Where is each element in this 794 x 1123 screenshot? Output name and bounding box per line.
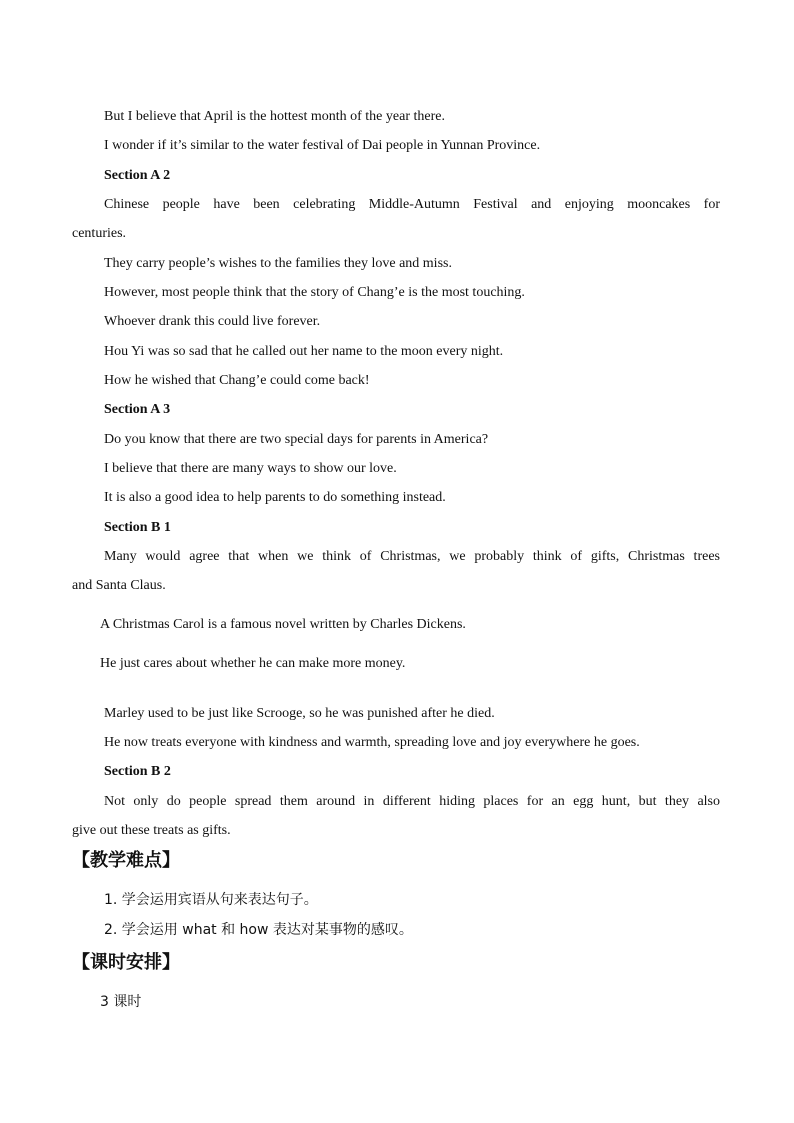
difficulty-item: 1. 学会运用宾语从句来表达句子。 — [104, 892, 318, 908]
sentence-line: A Christmas Carol is a famous novel written by Charles Dickens. — [100, 617, 466, 632]
sentence-line: Marley used to be just like Scrooge, so he was punished after he died. — [104, 706, 495, 721]
section-a3-heading: Section A 3 — [104, 402, 171, 417]
sentence-line: Whoever drank this could live forever. — [104, 314, 321, 329]
paragraph-line: and Santa Claus. — [72, 578, 166, 593]
paragraph-line: Not only do people spread them around in different hiding places for an egg hunt, but they also — [104, 794, 720, 809]
schedule-heading: 【课时安排】 — [72, 952, 180, 973]
paragraph-line: Many would agree that when we think of Christmas, we probably think of gifts, Christmas trees — [104, 549, 720, 564]
sentence-line: He just cares about whether he can make more money. — [100, 656, 406, 671]
sentence-line: He now treats everyone with kindness and warmth, spreading love and joy everywhere he goes. — [104, 735, 640, 750]
section-b1-heading: Section B 1 — [104, 520, 171, 535]
sentence-line: However, most people think that the story of Chang’e is the most touching. — [104, 285, 525, 300]
paragraph-line: centuries. — [72, 226, 127, 241]
sentence-line: But I believe that April is the hottest month of the year there. — [104, 109, 445, 124]
sentence-line: I believe that there are many ways to show our love. — [104, 461, 397, 476]
schedule-value: 3 课时 — [100, 994, 142, 1010]
paragraph-line: give out these treats as gifts. — [72, 823, 231, 838]
sentence-line: They carry people’s wishes to the families they love and miss. — [104, 256, 452, 271]
paragraph-line: Chinese people have been celebrating Middle-Autumn Festival and enjoying mooncakes for — [104, 197, 720, 212]
difficulty-item: 2. 学会运用 what 和 how 表达对某事物的感叹。 — [104, 922, 413, 938]
sentence-line: How he wished that Chang’e could come back! — [104, 373, 370, 388]
sentence-line: Hou Yi was so sad that he called out her name to the moon every night. — [104, 344, 504, 359]
section-b2-heading: Section B 2 — [104, 764, 171, 779]
sentence-line: I wonder if it’s similar to the water festival of Dai people in Yunnan Province. — [104, 138, 541, 153]
sentence-line: Do you know that there are two special days for parents in America? — [104, 432, 489, 447]
section-a2-heading: Section A 2 — [104, 168, 171, 183]
sentence-line: It is also a good idea to help parents to do something instead. — [104, 490, 446, 505]
teaching-difficulty-heading: 【教学难点】 — [72, 850, 180, 871]
